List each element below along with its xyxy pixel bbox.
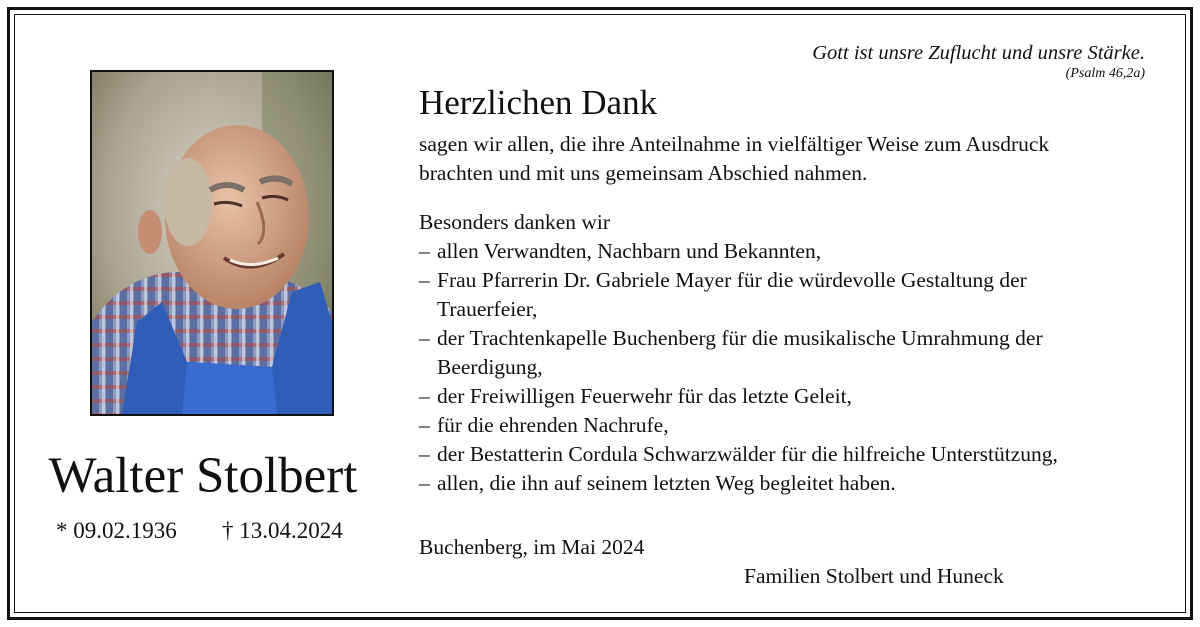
thanks-item: – allen Verwandten, Nachbarn und Bekannten, [419, 237, 1179, 266]
bible-verse: Gott ist unsre Zuflucht und unsre Stärke. [812, 42, 1145, 64]
bible-verse-reference: (Psalm 46,2a) [1065, 66, 1145, 81]
place-and-date: Buchenberg, im Mai 2024 [419, 535, 645, 559]
thanks-item: – der Freiwilligen Feuerwehr für das letzte Geleit, [419, 382, 1179, 411]
thanks-item: – der Trachtenkapelle Buchenberg für die musikalische Umrahmung der Beerdigung, [419, 324, 1179, 382]
intro-line: brachten und mit uns gemeinsam Abschied nahmen. [419, 161, 868, 185]
deceased-name: Walter Stolbert [48, 448, 358, 504]
intro-paragraph [419, 130, 1179, 188]
family-signature: Familien Stolbert und Huneck [744, 564, 1004, 588]
thanks-item: – der Bestatterin Cordula Schwarzwälder für die hilfreiche Unterstützung, [419, 440, 1179, 469]
thanks-list [419, 237, 1179, 498]
thanks-item: – für die ehrenden Nachrufe, [419, 411, 1179, 440]
portrait-photo [90, 70, 334, 416]
thank-you-heading: Herzlichen Dank [419, 83, 658, 122]
intro-line: sagen wir allen, die ihre Anteilnahme in vielfältiger Weise zum Ausdruck [419, 132, 1050, 156]
thanks-item: – Frau Pfarrerin Dr. Gabriele Mayer für die würdevolle Gestaltung der Trauerfeier, [419, 266, 1179, 324]
birth-date: * 09.02.1936 [56, 518, 177, 543]
thanks-item: – allen, die ihn auf seinem letzten Weg begleitet haben. [419, 469, 1179, 498]
special-thanks-heading: Besonders danken wir [419, 210, 611, 234]
death-date: † 13.04.2024 [222, 518, 343, 543]
special-thanks [419, 208, 1179, 498]
